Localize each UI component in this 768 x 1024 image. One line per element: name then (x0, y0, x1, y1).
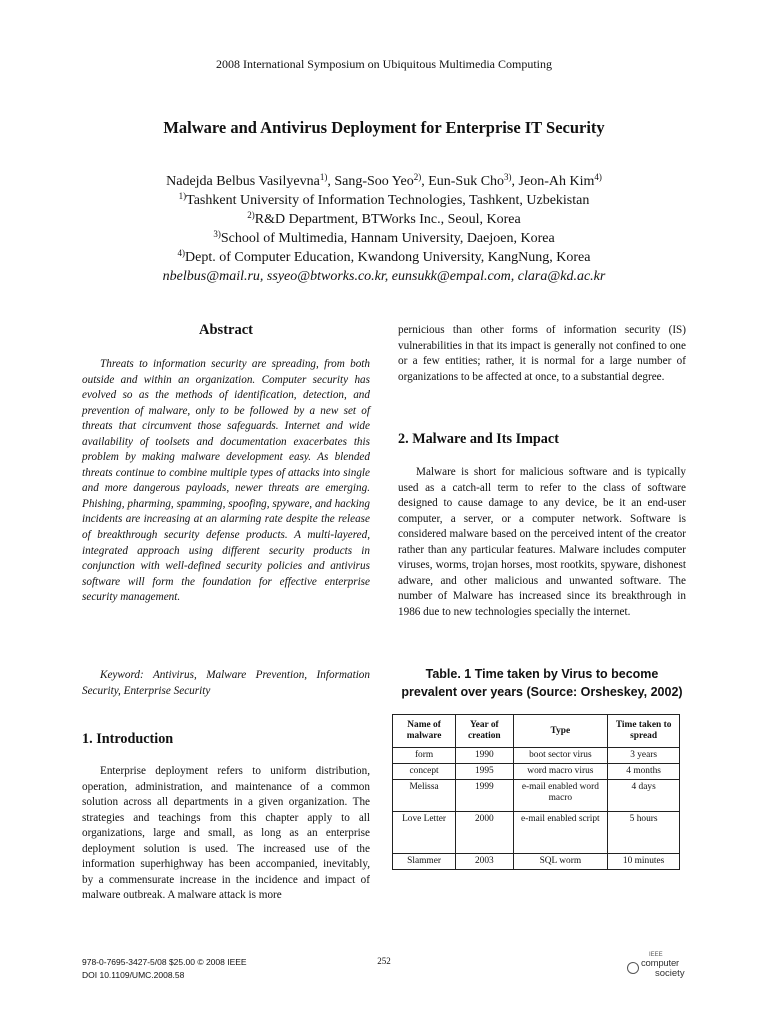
author-4-sup: 4) (594, 172, 602, 182)
section-2-text: Malware is short for malicious software and is typically used as a catch-all term to refer to the class of software designed to cause damage to any device, be it an end-user computer, a server, or a computer network. Software is considered malware based on the perceived intent of the creator rather than any particular features. Malware includes computer viruses, worms, trojan horses, most rootkits, spyware, dishonest adware, and other malicious and unwanted software. The number of Malware has increased since its breakthrough in 1986 due to new technologies specially the internet. (398, 466, 686, 618)
cell-year: 1995 (456, 764, 513, 780)
cell-type: e-mail enabled word macro (513, 780, 608, 812)
affiliation-4: $^{4)}$Dept. of Computer Education, Kwandong University, KangNung, Korea (177, 248, 591, 265)
continued-paragraph: pernicious than other forms of information security (IS) vulnerabilities in that its impact is generally not confined to one or a few entities; rather, it is normal for a large number of organizations to be affected at once, to a substantial degree. (398, 324, 686, 383)
cell-name: Slammer (393, 854, 456, 870)
affiliation-2: $^{2)}$R&D Department, BTWorks Inc., Seoul, Korea (247, 210, 521, 227)
author-3: Eun-Suk Cho (428, 174, 505, 189)
abstract-text: Threats to information security are spreading, from both outside and within an organization. Computer security has evolved so as the methods of identification, detection, and prevention of malware, only to be followed by a new set of threats that circumvent those safeguards. Internet and wide availability of toolsets and documentation exacerbates this problem by making malware development easy. As blended threats continue to combine multiple types of attacks into single and more dangerous payloads, newer threats are emerging. Phishing, pharming, spamming, spoofing, spyware, and hacking incidents are increasing at an alarming rate despite the release of breakthrough security defense products. A multi-layered, integrated approach using different security products in conjunction with well-defined security policies and antivirus software will form the foundation for effective enterprise security management. (82, 358, 370, 604)
cell-year: 2003 (456, 854, 513, 870)
keywords (82, 668, 370, 699)
cell-time: 5 hours (608, 812, 680, 854)
section-2-body (398, 465, 686, 620)
table-row (393, 780, 680, 812)
abstract-heading: Abstract (199, 322, 253, 338)
cell-name: form (393, 748, 456, 764)
cell-time: 4 days (608, 780, 680, 812)
header-time: Time taken to spread (608, 715, 680, 748)
cell-name: Love Letter (393, 812, 456, 854)
table-row (393, 812, 680, 854)
globe-icon (627, 962, 639, 974)
logo-ieee-text: IEEE (649, 952, 663, 958)
cell-name: Melissa (393, 780, 456, 812)
logo-society-text: society (655, 968, 685, 979)
author-2-sup: 2) (413, 172, 422, 182)
right-column-continued (398, 323, 686, 385)
abstract-body (82, 357, 370, 606)
table-row (393, 764, 680, 780)
header-type: Type (513, 715, 608, 748)
virus-table (392, 714, 680, 870)
affiliation-1: $^{1)}$Tashkent University of Information Technologies, Tashkent, Uzbekistan (178, 191, 590, 208)
table-caption-line-2: prevalent over years (Source: Orsheskey, 2002) (401, 685, 683, 699)
author-block (0, 172, 768, 286)
table-header-row (393, 715, 680, 748)
author-1: Nadejda Belbus Vasilyevna (166, 174, 320, 189)
conference-name: 2008 International Symposium on Ubiquitous Multimedia Computing (216, 57, 552, 71)
cell-year: 2000 (456, 812, 513, 854)
affiliation-3: $^{3)}$School of Multimedia, Hannam University, Daejoen, Korea (213, 229, 555, 246)
table-caption (392, 665, 692, 701)
cell-type: word macro virus (513, 764, 608, 780)
page-number: 252 (377, 956, 391, 966)
footer-isbn: 978-0-7695-3427-5/08 $25.00 © 2008 IEEE (82, 957, 247, 967)
keywords-text: Keyword: Antivirus, Malware Prevention, Information Security, Enterprise Security (82, 669, 370, 697)
cell-name: concept (393, 764, 456, 780)
header-name: Name of malware (393, 715, 456, 748)
author-2: Sang-Soo Yeo (334, 174, 414, 189)
table-row (393, 854, 680, 870)
cell-time: 3 years (608, 748, 680, 764)
author-emails: nbelbus@mail.ru, ssyeo@btworks.co.kr, eunsukk@empal.com, clara@kd.ac.kr (162, 269, 606, 284)
section-1-body (82, 764, 370, 904)
author-4: Jeon-Ah Kim (518, 174, 595, 189)
logo-computer-text: computer (641, 958, 680, 969)
cell-time: 10 minutes (608, 854, 680, 870)
cell-year: 1990 (456, 748, 513, 764)
cell-type: e-mail enabled script (513, 812, 608, 854)
footer-copyright (82, 956, 247, 982)
section-1-text: Enterprise deployment refers to uniform distribution, operation, administration, and maintenance of a common solution across all departments in a given organization. The strategies and teachings from this chapter apply to all organizations, large and small, as long as an enterprise deployment solution is used. The increased use of the information superhighway has been accompanied, inevitably, by a commensurate increase in the incidence and impact of malware outbreak. A malware attack is more (82, 765, 370, 902)
author-1-sup: 1) (319, 172, 328, 182)
table-caption-line-1: Table. 1 Time taken by Virus to become (425, 667, 659, 681)
author-names: Nadejda Belbus Vasilyevna$^{1)}$, Sang-Soo Yeo$^{2)}$, Eun-Suk Cho$^{3)}$, Jeon-Ah Kim$^{4)}$ (166, 172, 602, 189)
cell-type: boot sector virus (513, 748, 608, 764)
footer-doi: DOI 10.1109/UMC.2008.58 (82, 970, 185, 980)
cell-time: 4 months (608, 764, 680, 780)
cell-type: SQL worm (513, 854, 608, 870)
cell-year: 1999 (456, 780, 513, 812)
ieee-computer-society-logo (625, 952, 715, 984)
paper-title: Malware and Antivirus Deployment for Enterprise IT Security (163, 118, 605, 137)
section-2-heading: 2. Malware and Its Impact (398, 431, 559, 447)
section-1-heading: 1. Introduction (82, 731, 174, 747)
table-row (393, 748, 680, 764)
header-year: Year of creation (456, 715, 513, 748)
author-3-sup: 3) (504, 172, 512, 182)
